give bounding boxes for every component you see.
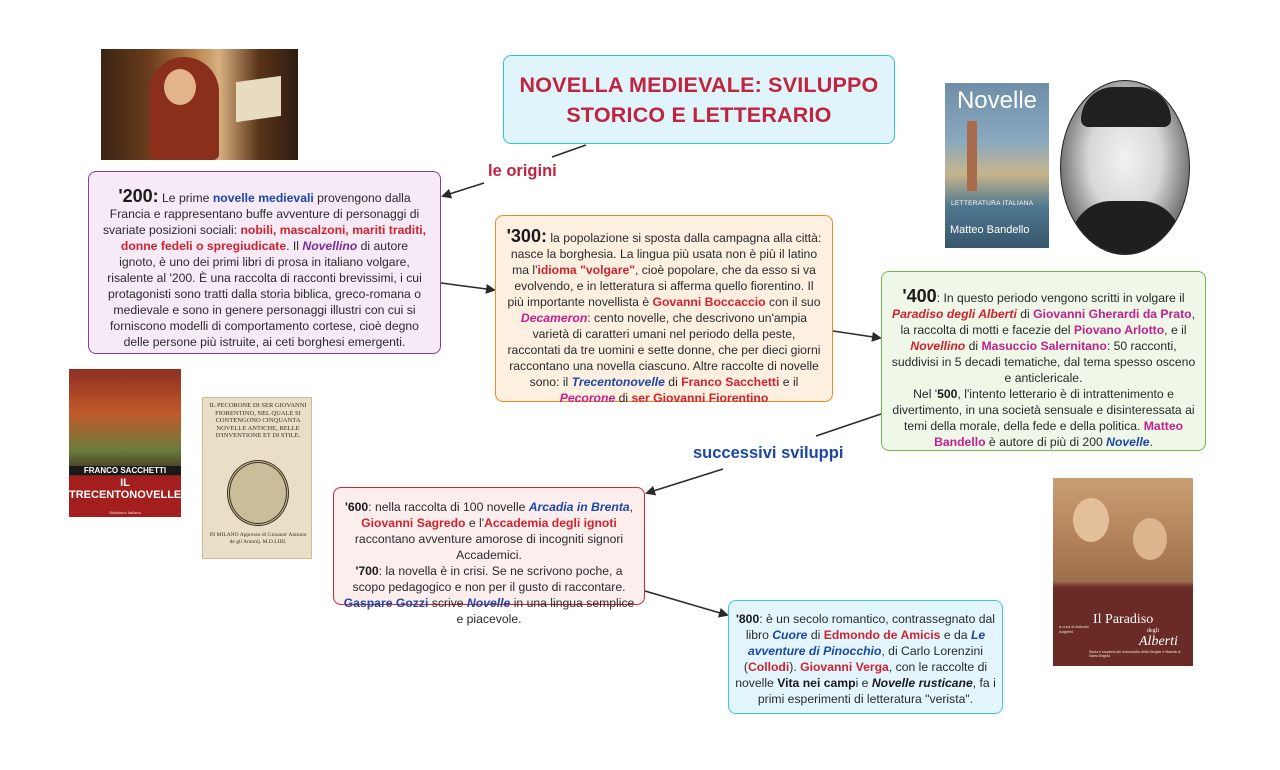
box-400 bbox=[881, 271, 1206, 451]
text: , e il bbox=[1164, 323, 1187, 337]
keyword: Giovanni Sagredo bbox=[361, 516, 466, 530]
label-successivi-sviluppi: successivi sviluppi bbox=[693, 444, 844, 462]
century-300: '300: bbox=[506, 226, 547, 246]
box-300 bbox=[495, 215, 833, 405]
title-box bbox=[503, 55, 895, 144]
cover-note: Storia e scoperta del manoscritto della Vergine e Maestà di Santa Brigida bbox=[1089, 650, 1181, 658]
century-800: '800 bbox=[736, 612, 760, 626]
keyword: ser Giovanni Fiorentino bbox=[631, 391, 769, 405]
text: di bbox=[965, 339, 982, 353]
text: di bbox=[664, 375, 682, 389]
text: : 50 racconti, suddivisi in 5 decadi tematiche, dal tema spesso osceno e anticlericale. bbox=[891, 339, 1196, 385]
cover-author: FRANCO SACCHETTI bbox=[69, 466, 181, 475]
face-shape bbox=[164, 69, 196, 105]
keyword: novelle medievali bbox=[212, 191, 314, 205]
keyword: Giovanni Gherardi da Prato bbox=[1033, 307, 1192, 321]
cover-title-b: degli bbox=[1147, 628, 1159, 634]
keyword: Edmondo de Amicis bbox=[823, 628, 941, 642]
tower-shape bbox=[967, 121, 977, 191]
cover-title bbox=[69, 477, 181, 501]
paradiso-alberti-book-cover bbox=[1053, 478, 1193, 666]
text: di bbox=[615, 391, 632, 405]
connector-400-to-successivi bbox=[816, 414, 881, 436]
text: , la raccolta di motti e facezie del bbox=[900, 307, 1195, 337]
cover-title-a: IL bbox=[120, 477, 130, 489]
keyword: Govanni Boccaccio bbox=[652, 295, 766, 309]
text: in una lingua semplice e piacevole. bbox=[456, 596, 635, 626]
pecorone-frontispiece bbox=[202, 397, 312, 559]
text: : cento novelle, che descrivono un'ampia varietà di caratteri umani nel periodo della peste, raccontati da tre uomini e sette donne, che per dieci giorni raccontano una novella ciascuno. Altre raccolte di novelle sono: il bbox=[507, 311, 821, 389]
text: , fa i primi esperimenti di letteratura "verista". bbox=[757, 676, 996, 706]
text: . bbox=[1149, 435, 1153, 449]
text: : nella raccolta di 100 novelle bbox=[368, 500, 529, 514]
cover-publisher: Biblioteca Italiana bbox=[109, 510, 141, 515]
text: e da bbox=[940, 628, 971, 642]
text: , l'intento letterario è di intrattenimento e divertimento, in una società sensuale e disinteressata ai temi della morale, della fede e della politica. bbox=[892, 387, 1195, 433]
box-200 bbox=[88, 171, 441, 354]
keyword: Collodi bbox=[747, 660, 790, 674]
face-shape bbox=[1073, 498, 1109, 542]
keyword: Cuore bbox=[772, 628, 808, 642]
keyword: idioma "volgare" bbox=[537, 263, 636, 277]
century-600: '600 bbox=[344, 500, 369, 514]
title-line-2: STORICO E LETTERARIO bbox=[566, 102, 832, 127]
text: con il suo bbox=[765, 295, 821, 309]
text: ). bbox=[789, 660, 801, 674]
text: . Il bbox=[286, 239, 303, 253]
arrow-200-to-300 bbox=[441, 283, 494, 290]
keyword: nobili, mascalzoni, mariti traditi, donne fedeli o spregiudicate bbox=[120, 223, 427, 253]
keyword: Decameron bbox=[520, 311, 588, 325]
text: provengono dalla Francia e rappresentano buffe avventure di personaggi di svariate posizioni sociali: bbox=[102, 191, 420, 237]
cover-title-a: Il Paradiso bbox=[1093, 612, 1154, 627]
cover-title-b: TRECENTONOVELLE bbox=[69, 489, 181, 501]
frontispiece-footer: IN MILANO Appresso di Giouann' Antonio de gli Antonij. M.D.LIIII. bbox=[209, 532, 307, 545]
keyword: Masuccio Salernitano bbox=[981, 339, 1107, 353]
body-shape bbox=[1071, 201, 1181, 255]
trecentonovelle-book-cover bbox=[69, 369, 181, 517]
arrow-successivi-to-600 bbox=[647, 469, 723, 493]
emblem-icon bbox=[227, 460, 289, 526]
cover-author: Matteo Bandello bbox=[950, 224, 1030, 236]
connector-title-to-origini bbox=[552, 145, 586, 157]
petrarca-portrait-image bbox=[101, 49, 298, 160]
novelle-book-cover bbox=[945, 83, 1049, 248]
cover-curator: a cura di Antonio Angelini bbox=[1059, 624, 1089, 634]
text: Le prime bbox=[158, 191, 213, 205]
keyword: Le avventure di Pinocchio bbox=[747, 628, 986, 658]
text: : la novella è in crisi. Se ne scrivono poche, a scopo pedagogico e non per il gusto di raccontare. bbox=[352, 564, 626, 594]
keyword: Giovanni Verga bbox=[800, 660, 889, 674]
keyword: Novelle rusticane bbox=[871, 676, 973, 690]
keyword: Franco Sacchetti bbox=[681, 375, 780, 389]
text: , cioè popolare, che da esso si va evolvendo, e in letteratura si afferma quello fiorentino. Il più importante novellista è bbox=[507, 263, 816, 309]
text: raccontano avventure amorose di incogniti signori Accademici. bbox=[354, 532, 624, 562]
century-700: '700 bbox=[355, 564, 379, 578]
keyword: Novelle bbox=[1106, 435, 1150, 449]
keyword: Gaspare Gozzi bbox=[343, 596, 429, 610]
box-600-700 bbox=[333, 487, 645, 626]
keyword: Piovano Arlotto bbox=[1073, 323, 1165, 337]
text: : In questo periodo vengono scritti in volgare il bbox=[936, 291, 1185, 305]
cover-title: Novelle bbox=[956, 87, 1038, 114]
hat-shape bbox=[1081, 87, 1171, 127]
text: , di Carlo Lorenzini ( bbox=[743, 644, 984, 674]
arrow-300-to-400 bbox=[833, 331, 880, 338]
label-origini: le origini bbox=[488, 162, 557, 180]
keyword: Arcadia in Brenta bbox=[528, 500, 630, 514]
text: , con le raccolte di novelle bbox=[735, 660, 988, 690]
bandello-portrait-image bbox=[1060, 80, 1190, 255]
title-line-1: NOVELLA MEDIEVALE: SVILUPPO bbox=[519, 72, 879, 97]
text: e l' bbox=[465, 516, 485, 530]
keyword: Accademia degli ignoti bbox=[484, 516, 617, 530]
text: di autore ignoto, è uno dei primi libri di prosa in italiano volgare, risalente al '200. È una raccolta di racconti brevissimi, i cui protagonisti sono tratti dalla storia biblica, greco-romana o medievale e sono in genere personaggi illustri con cui si forniscono modelli di comportamento cortese, cioè degno delle persone più istruite, ai ceti borghesi emergenti. bbox=[107, 239, 422, 349]
keyword: Novellino bbox=[302, 239, 358, 253]
text: i e bbox=[855, 676, 872, 690]
keyword: Novellino bbox=[910, 339, 966, 353]
face-shape bbox=[1133, 518, 1167, 560]
century-200: '200: bbox=[118, 186, 159, 206]
keyword: Trecentonovelle bbox=[571, 375, 665, 389]
text: scrive bbox=[428, 596, 467, 610]
arrow-origini-to-200 bbox=[443, 183, 484, 196]
page-title bbox=[520, 70, 879, 130]
text: di bbox=[1016, 307, 1034, 321]
keyword: 500 bbox=[937, 387, 958, 401]
keyword: Novelle bbox=[466, 596, 511, 610]
arrow-600-to-800 bbox=[645, 591, 727, 615]
cover-subtitle: LETTERATURA ITALIANA bbox=[951, 200, 1034, 207]
keyword: Matteo Bandello bbox=[934, 419, 1184, 449]
keyword: Vita nei camp bbox=[777, 676, 856, 690]
frontispiece-text: IL PECORONE DI SER GIOVANNI FIORENTINO, NEL QUALE SI CONTENGONO CINQUANTA NOVELLE ANTICHE, BELLE D'INVENTIONE ET DI STILE. bbox=[209, 402, 307, 439]
box-800 bbox=[728, 600, 1003, 714]
text: di bbox=[807, 628, 824, 642]
keyword: Paradiso degli Alberti bbox=[892, 307, 1017, 321]
text: : è un secolo romantico, contrassegnato dal libro bbox=[745, 612, 995, 642]
keyword: Pecorone bbox=[559, 391, 616, 405]
text: la popolazione si sposta dalla campagna alla città: nasce la borghesia. La lingua più usata non è più il latino ma l' bbox=[510, 231, 822, 277]
book-shape bbox=[236, 76, 281, 122]
cover-title-c: Alberti bbox=[1139, 634, 1178, 649]
text: è autore di più di 200 bbox=[985, 435, 1107, 449]
text: Nel ' bbox=[913, 387, 938, 401]
century-400: '400 bbox=[902, 286, 937, 306]
text: e il bbox=[779, 375, 799, 389]
text: , bbox=[629, 500, 634, 514]
